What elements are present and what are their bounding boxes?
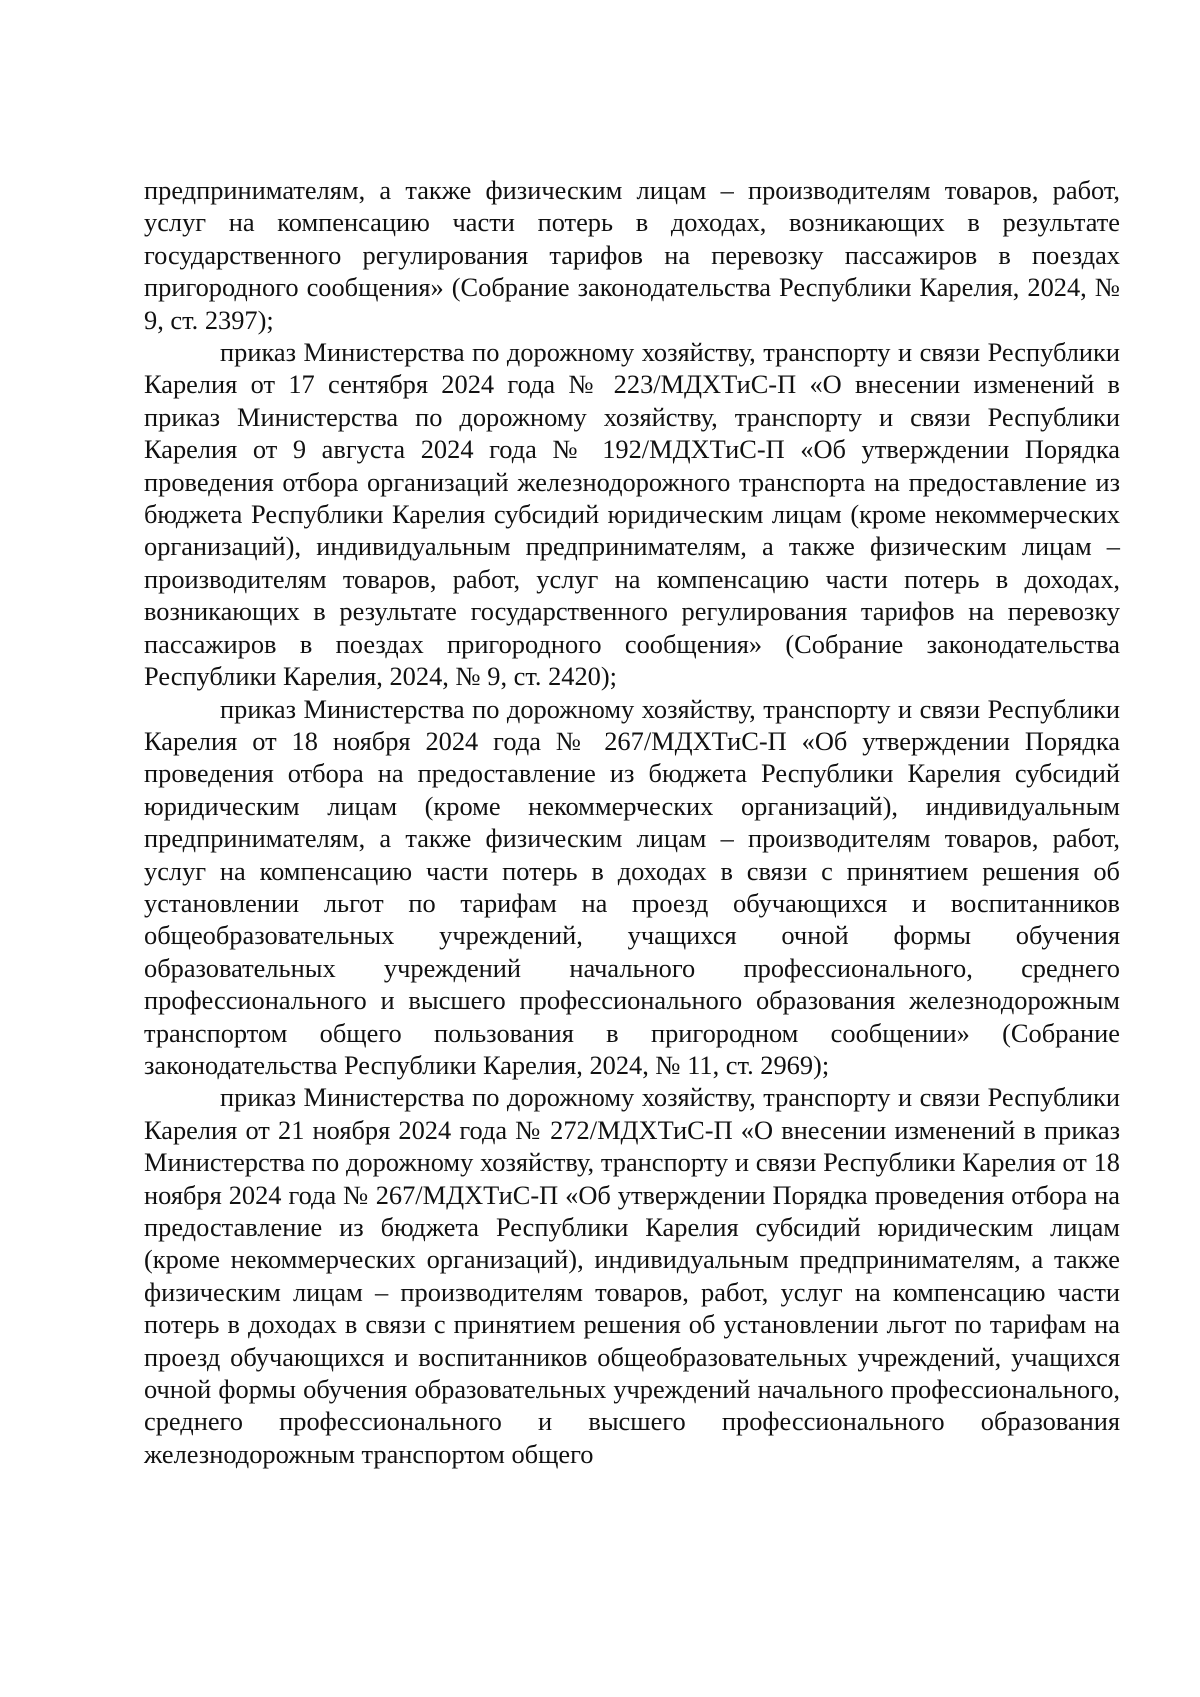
paragraph-order-272: приказ Министерства по дорожному хозяйству, транспорту и связи Республики Карелия от 21 ноября 2024 года № 272/МДХТиС-П «О внесении изменений в приказ Министерства по дорожному хозяйству, транспорту и связи Республики Карелия от 18 ноября 2024 года № 267/МДХТиС-П «Об утверждении Порядка проведения отбора на предоставление из бюджета Республики Карелия субсидий юридическим лицам (кроме некоммерческих организаций), индивидуальным предпринимателям, а также физическим лицам – производителям товаров, работ, услуг на компенсацию части потерь в доходах в связи с принятием решения об установлении льгот по тарифам на проезд обучающихся и воспитанников общеобразовательных учреждений, учащихся очной формы обучения образовательных учреждений начального профессионального, среднего профессионального и высшего профессионального образования железнодорожным транспортом общего bbox=[144, 1082, 1120, 1469]
paragraph-order-267: приказ Министерства по дорожному хозяйству, транспорту и связи Республики Карелия от 18 ноября 2024 года № 267/МДХТиС-П «Об утверждении Порядка проведения отбора на предоставление из бюджета Республики Карелия субсидий юридическим лицам (кроме некоммерческих организаций), индивидуальным предпринимателям, а также физическим лицам – производителям товаров, работ, услуг на компенсацию части потерь в доходах в связи с принятием решения об установлении льгот по тарифам на проезд обучающихся и воспитанников общеобразовательных учреждений, учащихся очной формы обучения образовательных учреждений начального профессионального, среднего профессионального и высшего профессионального образования железнодорожным транспортом общего пользования в пригородном сообщении» (Собрание законодательства Республики Карелия, 2024, № 11, ст. 2969); bbox=[144, 693, 1120, 1080]
document-body bbox=[144, 174, 1120, 1470]
paragraph-continuation: предпринимателям, а также физическим лицам – производителям товаров, работ, услуг на компенсацию части потерь в доходах, возникающих в результате государственного регулирования тарифов на перевозку пассажиров в поездах пригородного сообщения» (Собрание законодательства Республики Карелия, 2024, № 9, ст. 2397); bbox=[144, 175, 1120, 335]
paragraph-order-223: приказ Министерства по дорожному хозяйству, транспорту и связи Республики Карелия от 17 сентября 2024 года № 223/МДХТиС-П «О внесении изменений в приказ Министерства по дорожному хозяйству, транспорту и связи Республики Карелия от 9 августа 2024 года № 192/МДХТиС-П «Об утверждении Порядка проведения отбора организаций железнодорожного транспорта на предоставление из бюджета Республики Карелия субсидий юридическим лицам (кроме некоммерческих организаций), индивидуальным предпринимателям, а также физическим лицам – производителям товаров, работ, услуг на компенсацию части потерь в доходах, возникающих в результате государственного регулирования тарифов на перевозку пассажиров в поездах пригородного сообщения» (Собрание законодательства Республики Карелия, 2024, № 9, ст. 2420); bbox=[144, 337, 1120, 692]
